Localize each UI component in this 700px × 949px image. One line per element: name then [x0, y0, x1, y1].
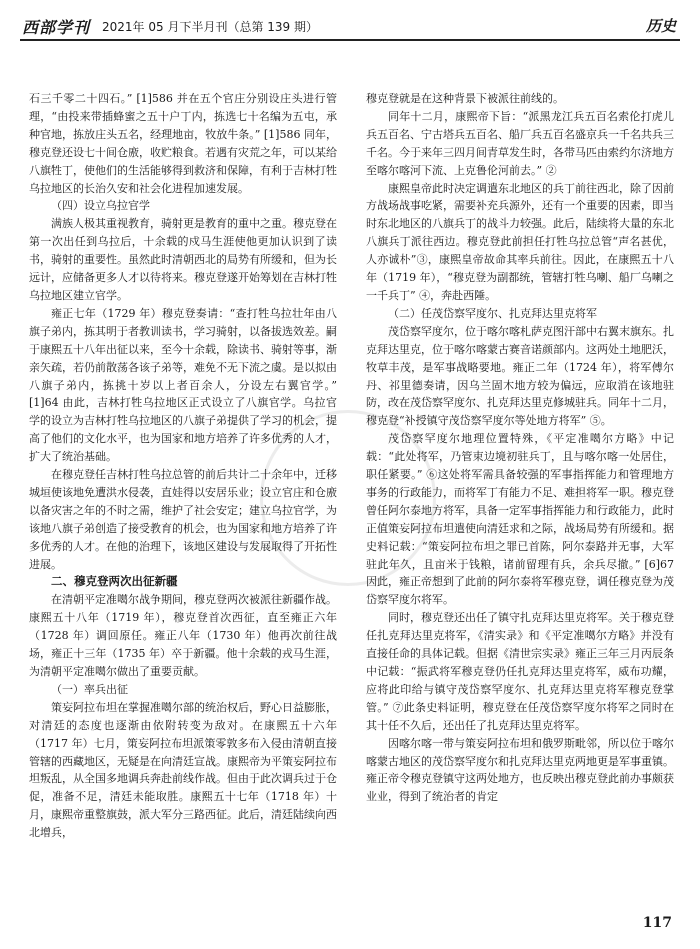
body-paragraph: 茂岱察罕度尔，位于喀尔喀札萨克图汗部中右翼末旗东。扎克拜达里克，位于喀尔喀蒙古赛音诺颜部内。这两处土地肥沃，牧草丰茂，是军事战略要地。雍正二年（1724 年），将军傅尔丹、祁里德奏请，因乌兰固木地方较为偏远，应取消在该地驻防，改在茂岱察罕度尔、扎克拜达里克修城驻兵。同年十二月，穆克登“补授镇守茂岱察罕度尔等处地方将军” ⑤。 — [366, 324, 674, 428]
body-paragraph: 在清朝平定准噶尔战争期间，穆克登两次被派往新疆作战。康熙五十八年（1719 年），穆克登首次西征，直至雍正六年（1728 年）调回原任。雍正八年（1730 年）他再次前往战场，雍正十三年（1735 年）卒于新疆。他十余载的戎马生涯，为清朝平定准噶尔做出了重要贡献。 — [29, 593, 337, 678]
body-paragraph: 策妄阿拉布坦在掌握准噶尔部的统治权后，野心日益膨胀，对清廷的态度也逐渐由依附转变为敌对。在康熙五十六年（1717 年）七月，策妄阿拉布坦派策零敦多布入侵由清朝直接管辖的西藏地区，无疑是在向清廷宣战。康熙帝为平策妄阿拉布坦叛乱，从全国多地调兵奔赴前线作战。但由于此次调兵过于仓促，准备不足，清廷未能取胜。康熙五十七年（1718 年）十月，康熙帝重整旗鼓，派大军分三路西征。此后，清廷陆续向西北增兵， — [29, 700, 337, 840]
body-paragraph: 同时，穆克登还出任了镇守扎克拜达里克将军。关于穆克登任扎克拜达里克将军，《清实录》和《平定准噶尔方略》并没有直接任命的具体记载。但据《清世宗实录》雍正三年三月丙辰条中记载：“振武将军穆克登仍任扎克拜达里克将军，威布功耀，应将此印给与镇守茂岱察罕度尔、扎克拜达里克将军穆克登掌管。” ⑦此条史料证明，穆克登在任茂岱察罕度尔将军之同时在其十任不久后，还出任了扎克拜达里克将军。 — [366, 611, 674, 732]
body-paragraph: 穆克登就是在这种背景下被派往前线的。 — [366, 92, 564, 105]
journal-title: 西部学刊 — [22, 18, 91, 37]
page-number: 117 — [642, 915, 672, 931]
body-paragraph: 同年十二月，康熙帝下旨：“派黑龙江兵五百名索伦打虎儿兵五百名、宁古塔兵五百名、船厂兵五百名盛京兵一千名共兵三千名。今于来年三四月间青草发生时，各带马匹由索约尔济地方至喀尔喀河下流、上克鲁伦河前去。” ② — [366, 109, 674, 177]
body-paragraph: 在穆克登任吉林打牲乌拉总管的前后共计二十余年中，迁移城垣使该地免遭洪水侵袭，直娃得以安居乐业；设立官庄和仓廒以备灾害之年的不时之需，维护了社会安定；建立乌拉官学，为该地八旗子弟创造了接受教育的机会，也为国家和地方培养了许多优秀的人才。在他的治理下，该地区建设与发展取得了开拓性进展。 — [29, 468, 337, 571]
header-rule — [20, 39, 680, 41]
subsection-heading: （一）率兵出征 — [51, 682, 128, 696]
section-label: 历史 — [645, 17, 676, 35]
body-paragraph: 因喀尔喀一带与策妄阿拉布坦和俄罗斯毗邻，所以位于喀尔喀蒙古地区的茂岱察罕度尔和扎克拜达里克两地更是军事重镇。雍正帝令穆克登镇守这两处地方，也反映出穆克登此前办事颇获业业，得到了统治者的肯定 — [366, 736, 674, 804]
body-paragraph: 满族人极其重视教育，骑射更是教育的重中之重。穆克登在第一次出任到乌拉后，十余载的戍马生涯使他更加认识到了读书，骑射的重要性。虽然此时清朝西北的局势有所缓和，但为长远计，应储备更多人才以待将来。穆克登遂开始筹划在吉林打牲乌拉地区建立官学。 — [29, 217, 337, 302]
issue-info: 2021年 05 月下半月刊（总第 139 期） — [102, 20, 318, 34]
body-paragraph: 雍正七年（1729 年）穆克登奏请：“查打牲乌拉壮年由八旗子弟内，拣其明于者教训读书，学习骑射，以备拔选效差。嗣于康熙五十八年出征以来，至今十余载，除读书、骑射等事，渐亲矢疏，若仍前散荡各该子弟等，难免不无下流之虞。是以拟由八旗子弟内，拣挑十岁以上者百余人，分设左右翼官学。” [1]64 由此，吉林打牲乌拉地区正式设立了八旗官学。乌拉官学的设立为吉林打牲乌拉地区的八旗子弟提供了学习的机会，提高了他们的文化水平，也为国家和地方培养了许多优秀的人才，扩大了统治基础。 — [29, 306, 337, 464]
left-column — [29, 90, 337, 842]
subsection-heading: （二）任茂岱察罕度尔、扎克拜达里克将军 — [388, 306, 597, 320]
subsection-heading: （四）设立乌拉官学 — [51, 199, 150, 213]
body-paragraph: 茂岱察罕度尔地理位置特殊，《平定准噶尔方略》中记载：“此处将军，乃管束边境初驻兵丁，且与喀尔喀一处居住，职任紧要。” ⑥这处将军需具备较强的军事指挥能力和管理地方事务的行政能力，而将军丁有能力不足、难担将军一职。穆克登曾任阿尔泰地方将军，具备一定军事指挥能力和行政能力，此时正值策妄阿拉布坦遣使向清廷求和之际，战场局势有所缓和。据史料记载：“策妄阿拉布坦之罪已首陈，阿尔泰路并无事，大军驻此年久，且亩米于钱粮，诸前留理有兵，余兵尽撤。” [6]67 因此，雍正帝想到了此前的阿尔泰将军穆克登，调任穆克登为茂岱察罕度尔将军。 — [366, 432, 674, 607]
body-paragraph: 康熙皇帝此时决定调遣东北地区的兵丁前往西北，除了因前方战场战事吃紧，需要补充兵源外，还有一个重要的因素，即当时东北地区的八旗兵丁的战斗力较强。此后，陆续将大量的东北八旗兵丁派往西边。穆克登此前担任打牲乌拉总管“声名甚优，人亦诚朴”③，康熙皇帝故命其率兵前往。因此，在康熙五十八年（1719 年），“穆克登为副都统，管辖打牲乌喇、船厂乌喇之一千兵丁” ④，奔赴西陲。 — [366, 181, 674, 302]
right-column — [366, 90, 674, 806]
body-paragraph: 石三千零二十四石。” [1]586 并在五个官庄分别设庄头进行管理，“由投来带插蜂蜜之五十户丁内，拣选七十名编为五屯，承种官地，拣放庄头五名，经理地亩，牧放牛条。” [1]586 同年，穆克登还设七十间仓廒，收贮粮食。若遇有灾荒之年，可以某给八旗牲丁，使他们的生活能够得到救济和保障，有利于吉林打牲乌拉地区的长治久安和社会化进程加速发展。 — [29, 92, 337, 195]
section-heading: 二、穆克登两次出征新疆 — [51, 574, 178, 589]
running-header — [0, 0, 700, 44]
